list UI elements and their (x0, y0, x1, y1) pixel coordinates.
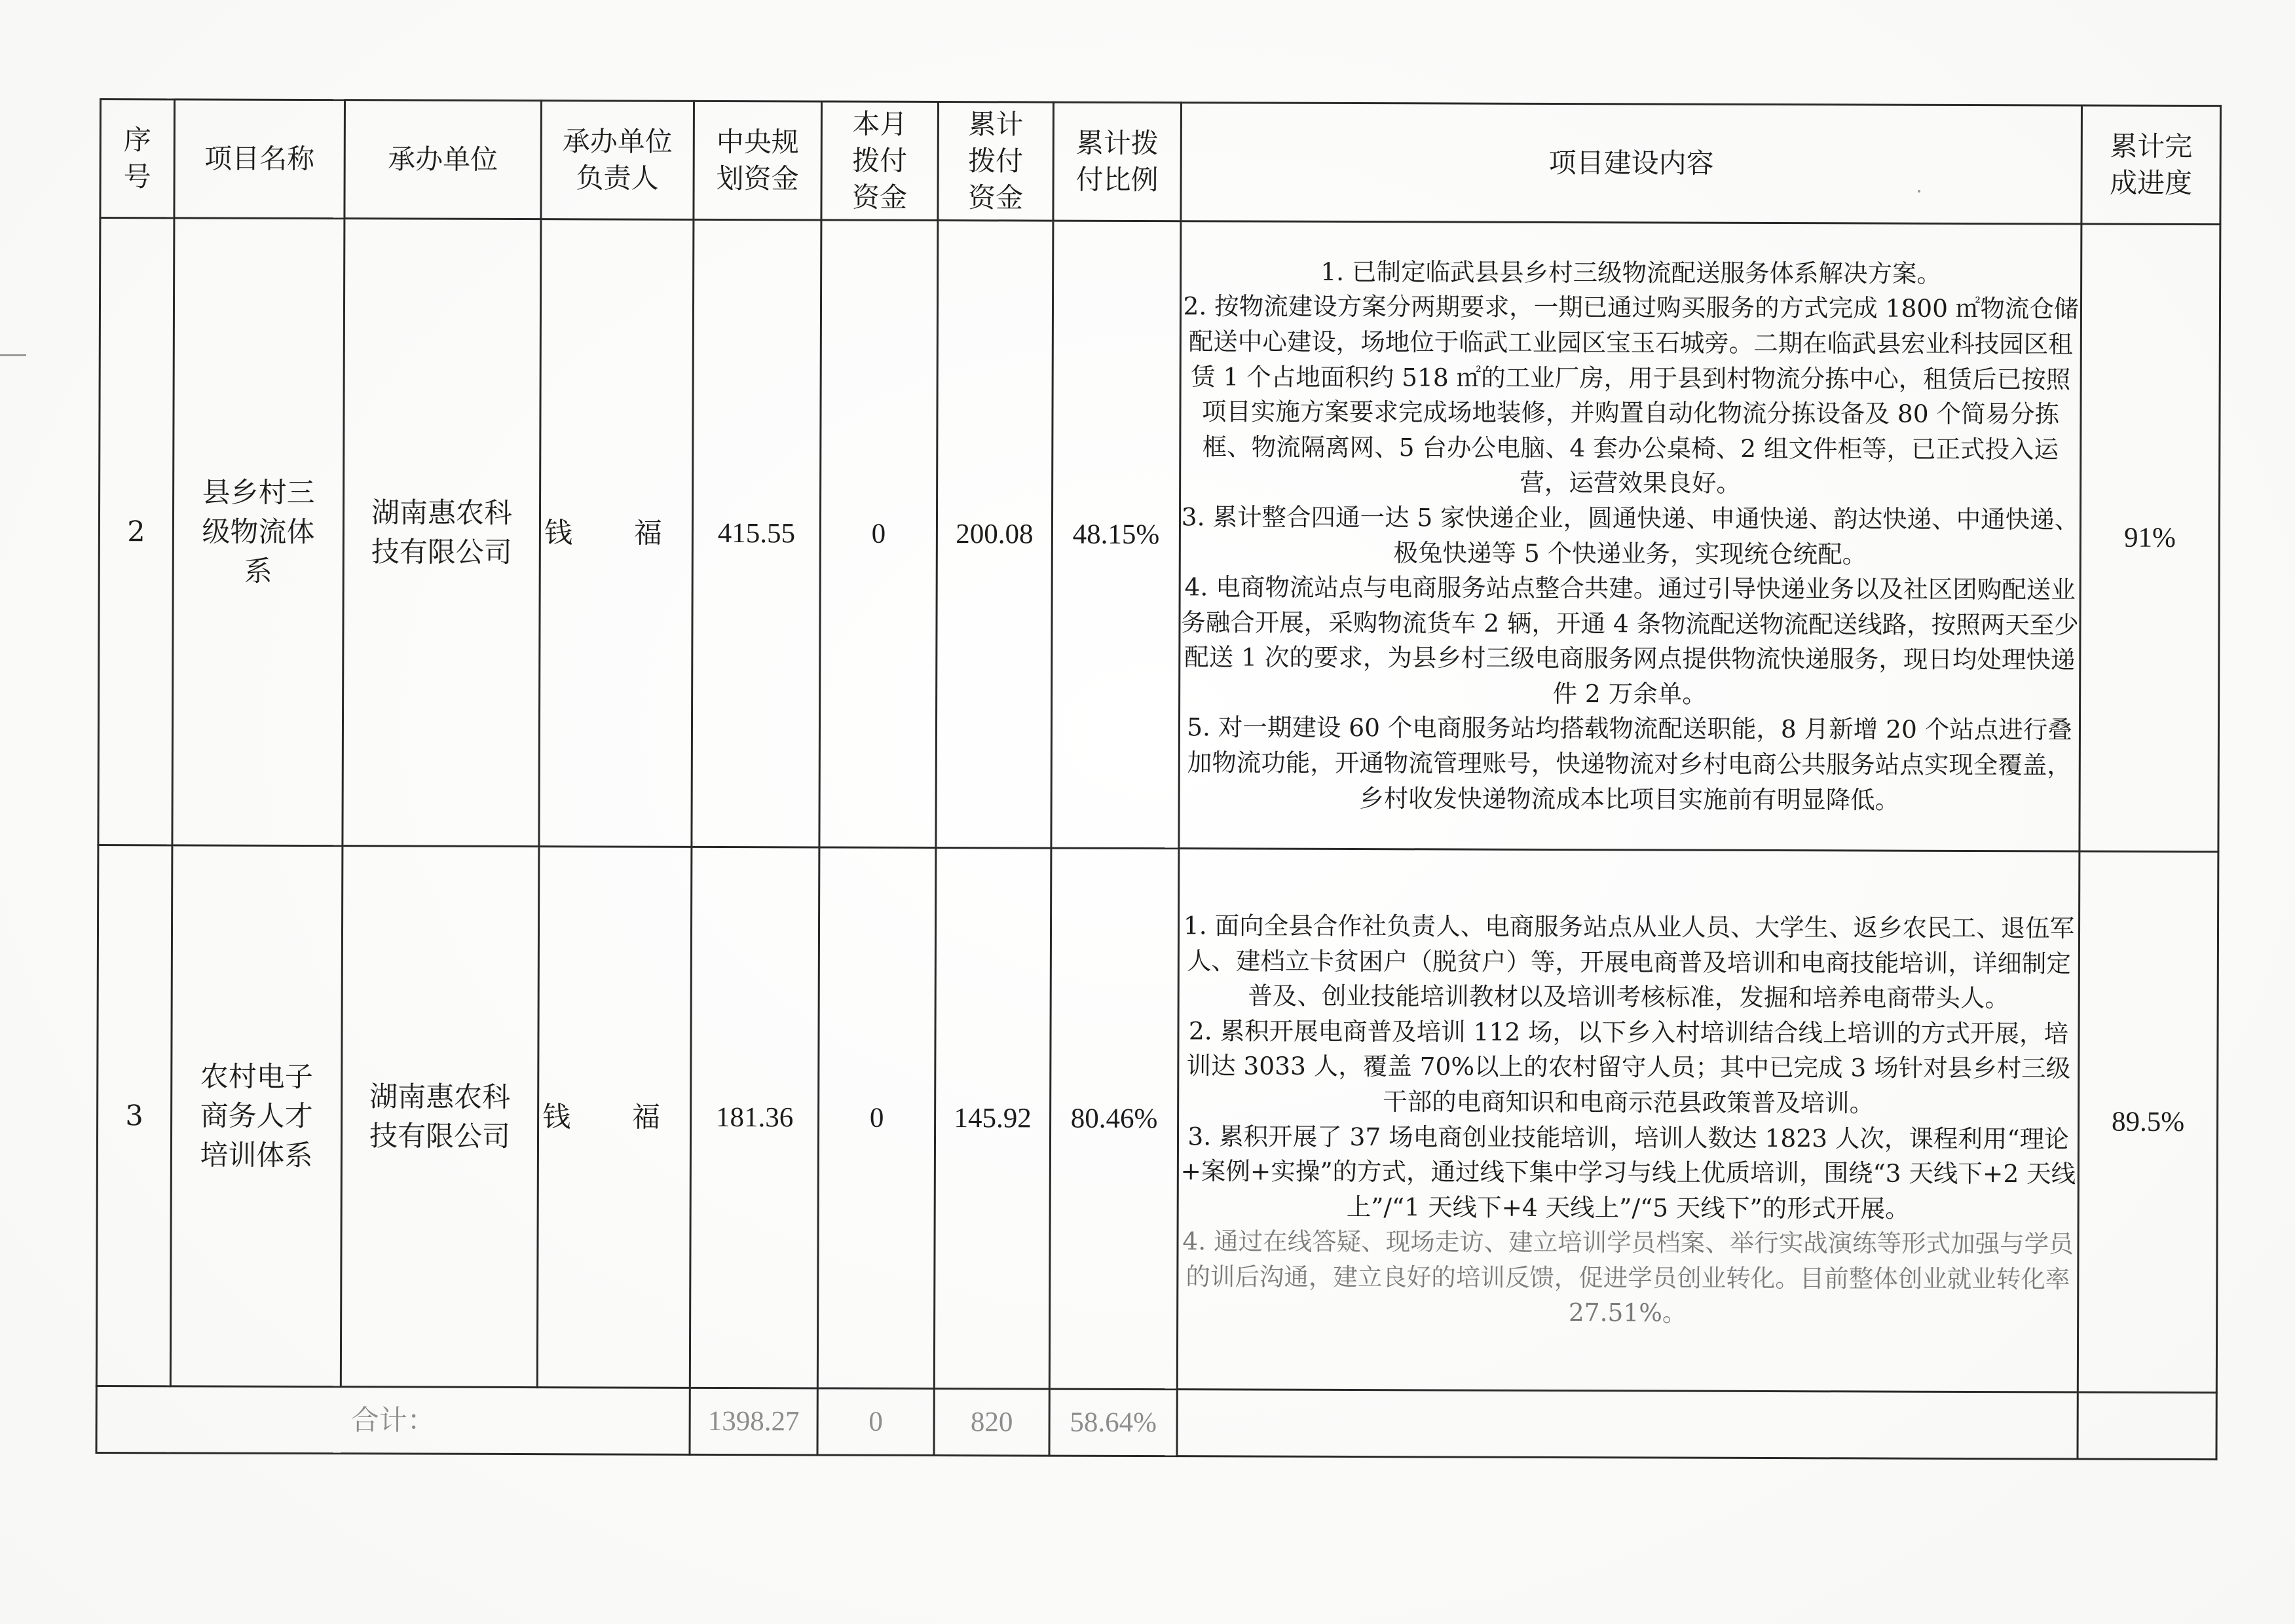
cell-project-name: 农村电子 商务人才 培训体系 (170, 845, 343, 1387)
header-cum-paid: 累计 拨付 资金 (938, 102, 1054, 221)
content-item: 2. 按物流建设方案分两期要求，一期已通过购买服务的方式完成 1800 ㎡物流仓储配送中心建设，场地位于临武工业园区宝玉石城旁。二期在临武县宏业科技园区租赁 1 个占地面积约 518 ㎡的工业厂房，用于县到村物流分拣中心，租赁后已按照项目实施方案要求完成场地装修，并购置自动化物流分拣设备及 80 个简易分拣框、物流隔离网、5 台办公电脑、4 套办公桌椅、2 组文件柜等，已正式投入运营，运营效果良好。 (1183, 291, 2079, 498)
content-item: 4. 通过在线答疑、现场走访、建立培训学员档案、举行实战演练等形式加强与学员的训后沟通，建立良好的培训反馈，促进学员创业转化。目前整体创业就业转化率 27.51%。 (1182, 1227, 2074, 1328)
header-seq: 序 号 (100, 100, 175, 218)
cell-cum-paid: 145.92 (934, 848, 1051, 1390)
content-item: 4. 电商物流站点与电商服务站点整合共建。通过引导快递业务以及社区团购配送业务融合开展，采购物流货车 2 辆，开通 4 条物流配送物流配送线路，按照两天至少配送 1 次的要求，为县乡村三级电商服务网点提供物流快递服务，现日均处理快递件 2 万余单。 (1181, 572, 2079, 709)
total-progress-empty (2078, 1392, 2216, 1460)
total-label: 合计： (96, 1386, 690, 1454)
cell-content (1177, 849, 2080, 1392)
header-unit: 承办单位 (345, 100, 542, 219)
cell-cum-paid: 200.08 (936, 221, 1053, 849)
header-unit-leader: 承办单位 负责人 (541, 101, 694, 220)
content-item: 1. 面向全县合作社负责人、电商服务站点从业人员、大学生、返乡农民工、退伍军人、建档立卡贫困户（脱贫户）等，开展电商普及培训和电商技能培训，详细制定普及、创业技能培训教材以及培训考核标准，发掘和培养电商带头人。 (1183, 911, 2075, 1013)
cell-leader: 钱 福 (537, 847, 692, 1388)
header-month-paid: 本月 拨付 资金 (821, 101, 939, 221)
header-central-fund: 中央规 划资金 (694, 101, 822, 220)
table-row (98, 218, 2220, 852)
content-item: 5. 对一期建设 60 个电商服务站均搭载物流配送职能，8 月新增 20 个站点进行叠加物流功能，开通物流管理账号，快递物流对乡村电商公共服务站点实现全覆盖，乡村收发快递物流成本比项目实施前有明显降低。 (1187, 712, 2072, 815)
cell-seq: 2 (98, 218, 174, 845)
total-month-paid: 0 (817, 1388, 934, 1456)
cell-progress: 91% (2080, 224, 2220, 852)
content-item: 2. 累积开展电商普及培训 112 场，以下乡入村培训结合线上培训的方式开展，培训达 3033 人，覆盖 70%以上的农村留守人员；其中已完成 3 场针对县乡村三级干部的电商知识和电商示范县政策普及培训。 (1186, 1016, 2071, 1118)
cell-progress: 89.5% (2078, 851, 2218, 1393)
cell-seq: 3 (96, 845, 172, 1386)
cell-content (1179, 221, 2081, 851)
content-item: 3. 累计整合四通一达 5 家快递企业，圆通快递、申通快递、韵达快递、中通快递、极兔快递等 5 个快递业务，实现统仓统配。 (1181, 502, 2080, 568)
cell-unit: 湖南惠农科 技有限公司 (341, 846, 539, 1388)
total-content-empty (1177, 1390, 2078, 1459)
content-item: 1. 已制定临武县县乡村三级物流配送服务体系解决方案。 (1320, 257, 1942, 288)
cell-central-fund: 415.55 (692, 219, 821, 847)
cell-cum-ratio: 80.46% (1049, 848, 1179, 1390)
header-progress: 累计完 成进度 (2081, 105, 2221, 225)
total-central-fund: 1398.27 (690, 1388, 817, 1455)
table-row (96, 845, 2218, 1392)
content-item: 3. 累积开展了 37 场电商创业技能培训，培训人数达 1823 人次，课程利用“理论+案例+实操”的方式，通过线下集中学习与线上优质培训，围绕“3 天线下+2 天线上”/“1 天线下+4 天线上”/“5 天线下”的形式开展。 (1180, 1121, 2076, 1223)
header-cum-ratio: 累计拨 付比例 (1053, 102, 1182, 221)
total-cum-ratio: 58.64% (1049, 1389, 1177, 1456)
cell-unit: 湖南惠农科 技有限公司 (343, 219, 541, 847)
total-cum-paid: 820 (934, 1389, 1049, 1456)
scan-edge-mark (0, 354, 26, 356)
cell-project-name: 县乡村三 级物流体 系 (172, 218, 345, 846)
total-row (96, 1386, 2216, 1459)
cell-month-paid: 0 (817, 847, 936, 1389)
header-content: 项目建设内容 (1181, 103, 2082, 224)
header-project-name: 项目名称 (174, 100, 345, 219)
cell-cum-ratio: 48.15% (1051, 221, 1181, 849)
cell-leader: 钱 福 (539, 219, 694, 847)
table-header-row (100, 100, 2221, 225)
cell-central-fund: 181.36 (690, 847, 819, 1388)
cell-month-paid: 0 (819, 220, 938, 848)
project-progress-table (95, 98, 2221, 1460)
